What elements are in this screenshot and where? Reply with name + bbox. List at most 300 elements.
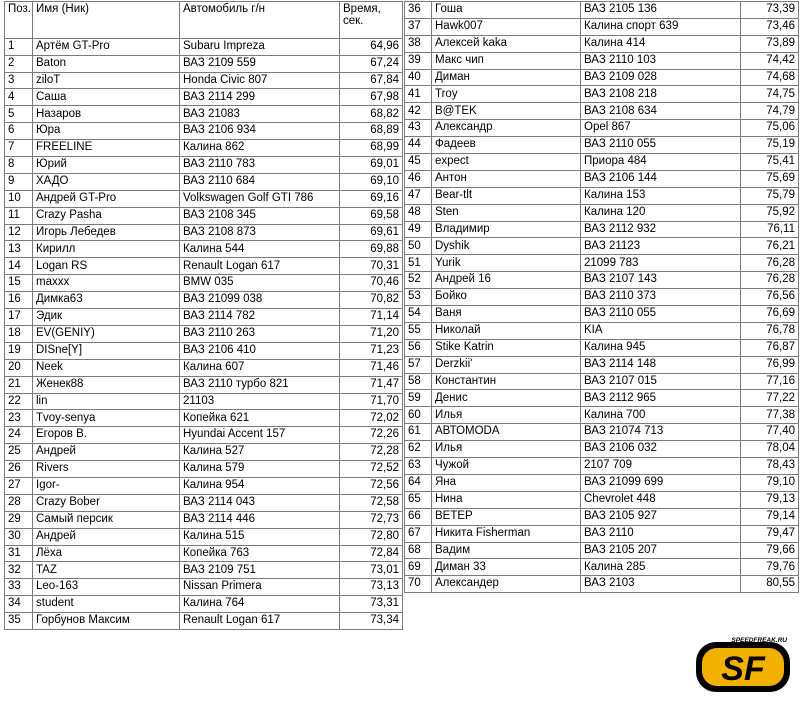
- row-car: Renault Logan 617: [180, 258, 340, 275]
- row-car: Калина 862: [180, 140, 340, 157]
- row-pos: 66: [405, 508, 432, 525]
- table-row: [405, 407, 799, 424]
- row-time: 79,76: [741, 559, 799, 576]
- row-time: 73,01: [340, 562, 403, 579]
- row-pos: 70: [405, 576, 432, 593]
- row-pos: 32: [5, 562, 33, 579]
- row-pos: 61: [405, 424, 432, 441]
- row-name: Bear-tlt: [432, 187, 581, 204]
- row-pos: 54: [405, 306, 432, 323]
- row-name: Stike Katrin: [432, 339, 581, 356]
- row-car: Opel 867: [581, 120, 741, 137]
- row-name: Антон: [432, 170, 581, 187]
- row-car: Калина 764: [180, 596, 340, 613]
- row-name: B@TEK: [432, 103, 581, 120]
- row-name: Диман 33: [432, 559, 581, 576]
- row-name: Кирилл: [33, 241, 180, 258]
- table-row: [5, 89, 403, 106]
- row-time: 67,98: [340, 89, 403, 106]
- row-car: ВАЗ 2114 782: [180, 309, 340, 326]
- row-time: 80,55: [741, 576, 799, 593]
- row-car: ВАЗ 2110 055: [581, 137, 741, 154]
- row-time: 72,58: [340, 494, 403, 511]
- table-row: [405, 170, 799, 187]
- table-row: [5, 342, 403, 359]
- row-car: Nissan Primera: [180, 579, 340, 596]
- table-row: [5, 292, 403, 309]
- row-pos: 10: [5, 190, 33, 207]
- row-name: Rivers: [33, 461, 180, 478]
- row-pos: 51: [405, 255, 432, 272]
- row-time: 70,31: [340, 258, 403, 275]
- row-name: EV(GENIY): [33, 325, 180, 342]
- row-pos: 30: [5, 528, 33, 545]
- row-pos: 19: [5, 342, 33, 359]
- row-car: ВАЗ 21123: [581, 238, 741, 255]
- row-time: 73,34: [340, 613, 403, 630]
- row-name: Илья: [432, 441, 581, 458]
- row-time: 72,84: [340, 545, 403, 562]
- row-pos: 23: [5, 410, 33, 427]
- row-time: 76,28: [741, 255, 799, 272]
- table-row: [405, 154, 799, 171]
- row-name: Константин: [432, 373, 581, 390]
- row-time: 76,21: [741, 238, 799, 255]
- row-time: 68,82: [340, 106, 403, 123]
- row-car: ВАЗ 2108 218: [581, 86, 741, 103]
- row-car: ВАЗ 2110 103: [581, 52, 741, 69]
- row-time: 68,99: [340, 140, 403, 157]
- row-time: 72,56: [340, 477, 403, 494]
- table-row: [5, 106, 403, 123]
- row-name: Hawk007: [432, 18, 581, 35]
- header-time: Время, сек.: [340, 2, 403, 39]
- row-car: ВАЗ 2114 043: [180, 494, 340, 511]
- row-pos: 1: [5, 38, 33, 55]
- row-pos: 68: [405, 542, 432, 559]
- speedfreak-logo: [692, 634, 796, 696]
- row-time: 72,73: [340, 511, 403, 528]
- table-row: [5, 613, 403, 630]
- row-car: Subaru Impreza: [180, 38, 340, 55]
- row-name: Фадеев: [432, 137, 581, 154]
- row-name: Baton: [33, 55, 180, 72]
- row-time: 76,28: [741, 272, 799, 289]
- row-pos: 15: [5, 275, 33, 292]
- results-table-left: [4, 1, 403, 630]
- row-car: Volkswagen Golf GTI 786: [180, 190, 340, 207]
- row-car: ВАЗ 21099 038: [180, 292, 340, 309]
- row-name: Вадим: [432, 542, 581, 559]
- row-name: Sten: [432, 204, 581, 221]
- table-row: [5, 545, 403, 562]
- row-pos: 4: [5, 89, 33, 106]
- row-time: 70,46: [340, 275, 403, 292]
- table-row: [5, 123, 403, 140]
- row-pos: 11: [5, 207, 33, 224]
- row-time: 79,13: [741, 491, 799, 508]
- row-name: Самый персик: [33, 511, 180, 528]
- row-pos: 24: [5, 427, 33, 444]
- row-name: Александр: [432, 120, 581, 137]
- row-car: ВАЗ 2108 634: [581, 103, 741, 120]
- header-car: Автомобиль г/н: [180, 2, 340, 39]
- row-time: 69,10: [340, 173, 403, 190]
- table-row: [5, 393, 403, 410]
- row-time: 79,14: [741, 508, 799, 525]
- row-name: FREELINE: [33, 140, 180, 157]
- row-pos: 63: [405, 458, 432, 475]
- row-car: ВАЗ 2114 148: [581, 356, 741, 373]
- row-car: ВАЗ 21074 713: [581, 424, 741, 441]
- row-pos: 67: [405, 525, 432, 542]
- row-time: 79,66: [741, 542, 799, 559]
- row-name: maxxx: [33, 275, 180, 292]
- row-car: ВАЗ 21083: [180, 106, 340, 123]
- row-time: 78,43: [741, 458, 799, 475]
- row-name: Никита Fisherman: [432, 525, 581, 542]
- row-time: 72,26: [340, 427, 403, 444]
- row-car: ВАЗ 21099 699: [581, 474, 741, 491]
- row-name: Назаров: [33, 106, 180, 123]
- row-name: Гоша: [432, 2, 581, 19]
- row-time: 76,69: [741, 306, 799, 323]
- row-time: 76,99: [741, 356, 799, 373]
- row-time: 69,01: [340, 157, 403, 174]
- table-row: [405, 373, 799, 390]
- row-car: ВАЗ 2105 136: [581, 2, 741, 19]
- row-pos: 38: [405, 35, 432, 52]
- table-row: [5, 309, 403, 326]
- table-row: [405, 255, 799, 272]
- row-car: Калина 153: [581, 187, 741, 204]
- row-name: Алексей kaka: [432, 35, 581, 52]
- header-name: Имя (Ник): [33, 2, 180, 39]
- row-pos: 39: [405, 52, 432, 69]
- row-car: ВАЗ 2107 143: [581, 272, 741, 289]
- row-pos: 6: [5, 123, 33, 140]
- row-car: Копейка 763: [180, 545, 340, 562]
- row-time: 77,40: [741, 424, 799, 441]
- row-car: ВАЗ 2108 345: [180, 207, 340, 224]
- row-name: expect: [432, 154, 581, 171]
- table-row: [5, 190, 403, 207]
- row-car: ВАЗ 2110 турбо 821: [180, 376, 340, 393]
- table-row: [405, 356, 799, 373]
- row-time: 77,38: [741, 407, 799, 424]
- table-row: [405, 221, 799, 238]
- row-pos: 13: [5, 241, 33, 258]
- row-name: Crazy Pasha: [33, 207, 180, 224]
- row-name: Yurik: [432, 255, 581, 272]
- row-pos: 55: [405, 322, 432, 339]
- row-pos: 36: [405, 2, 432, 19]
- table-row: [5, 157, 403, 174]
- table-row: [5, 224, 403, 241]
- row-time: 67,24: [340, 55, 403, 72]
- row-time: 74,75: [741, 86, 799, 103]
- row-car: ВАЗ 2114 299: [180, 89, 340, 106]
- row-pos: 16: [5, 292, 33, 309]
- row-car: ВАЗ 2110 263: [180, 325, 340, 342]
- row-pos: 34: [5, 596, 33, 613]
- row-time: 74,68: [741, 69, 799, 86]
- table-row: [5, 528, 403, 545]
- table-row: [405, 508, 799, 525]
- row-car: Hyundai Accent 157: [180, 427, 340, 444]
- table-row: [5, 258, 403, 275]
- row-name: Эдик: [33, 309, 180, 326]
- row-name: Ваня: [432, 306, 581, 323]
- table-row: [405, 559, 799, 576]
- row-time: 77,22: [741, 390, 799, 407]
- row-name: Андрей 16: [432, 272, 581, 289]
- row-name: Денис: [432, 390, 581, 407]
- row-pos: 64: [405, 474, 432, 491]
- row-car: Калина 120: [581, 204, 741, 221]
- row-name: Troy: [432, 86, 581, 103]
- row-time: 71,47: [340, 376, 403, 393]
- row-time: 75,69: [741, 170, 799, 187]
- row-car: ВАЗ 2110 055: [581, 306, 741, 323]
- row-pos: 8: [5, 157, 33, 174]
- row-car: ВАЗ 2106 032: [581, 441, 741, 458]
- row-time: 77,16: [741, 373, 799, 390]
- row-car: Калина 527: [180, 444, 340, 461]
- row-name: Яна: [432, 474, 581, 491]
- row-car: ВАЗ 2110 684: [180, 173, 340, 190]
- table-row: [5, 55, 403, 72]
- row-car: ВАЗ 2105 207: [581, 542, 741, 559]
- row-car: ВАЗ 2109 559: [180, 55, 340, 72]
- row-pos: 45: [405, 154, 432, 171]
- row-time: 76,87: [741, 339, 799, 356]
- row-name: Юра: [33, 123, 180, 140]
- row-car: ВАЗ 2106 934: [180, 123, 340, 140]
- row-time: 79,10: [741, 474, 799, 491]
- row-car: Калина 579: [180, 461, 340, 478]
- table-row: [405, 187, 799, 204]
- row-car: Калина 285: [581, 559, 741, 576]
- row-pos: 7: [5, 140, 33, 157]
- row-car: ВАЗ 2114 446: [180, 511, 340, 528]
- row-time: 71,23: [340, 342, 403, 359]
- row-time: 78,04: [741, 441, 799, 458]
- row-pos: 47: [405, 187, 432, 204]
- row-car: ВАЗ 2106 144: [581, 170, 741, 187]
- table-header-row: [5, 2, 403, 39]
- table-row: [5, 173, 403, 190]
- table-row: [5, 207, 403, 224]
- row-pos: 18: [5, 325, 33, 342]
- row-car: Honda Civic 807: [180, 72, 340, 89]
- row-time: 79,47: [741, 525, 799, 542]
- table-row: [5, 579, 403, 596]
- row-name: Артём GT-Pro: [33, 38, 180, 55]
- table-row: [405, 441, 799, 458]
- table-row: [405, 339, 799, 356]
- row-car: Калина 700: [581, 407, 741, 424]
- row-pos: 22: [5, 393, 33, 410]
- row-time: 71,20: [340, 325, 403, 342]
- row-time: 72,28: [340, 444, 403, 461]
- table-row: [5, 241, 403, 258]
- row-car: ВАЗ 2110: [581, 525, 741, 542]
- row-time: 72,52: [340, 461, 403, 478]
- row-time: 71,70: [340, 393, 403, 410]
- row-name: Саша: [33, 89, 180, 106]
- row-car: ВАЗ 2109 751: [180, 562, 340, 579]
- row-car: KIA: [581, 322, 741, 339]
- row-pos: 52: [405, 272, 432, 289]
- row-pos: 26: [5, 461, 33, 478]
- row-time: 68,89: [340, 123, 403, 140]
- row-name: Чужой: [432, 458, 581, 475]
- table-row: [5, 410, 403, 427]
- row-time: 75,92: [741, 204, 799, 221]
- row-car: ВАЗ 2105 927: [581, 508, 741, 525]
- table-row: [5, 562, 403, 579]
- row-car: Калина 414: [581, 35, 741, 52]
- row-pos: 5: [5, 106, 33, 123]
- row-name: Владимир: [432, 221, 581, 238]
- row-name: Бойко: [432, 289, 581, 306]
- row-pos: 58: [405, 373, 432, 390]
- row-pos: 44: [405, 137, 432, 154]
- row-pos: 27: [5, 477, 33, 494]
- row-pos: 9: [5, 173, 33, 190]
- table-row: [5, 325, 403, 342]
- row-time: 73,89: [741, 35, 799, 52]
- row-pos: 62: [405, 441, 432, 458]
- row-time: 64,96: [340, 38, 403, 55]
- table-row: [405, 306, 799, 323]
- table-row: [5, 461, 403, 478]
- row-car: ВАЗ 2106 410: [180, 342, 340, 359]
- row-car: ВАЗ 2109 028: [581, 69, 741, 86]
- table-row: [5, 596, 403, 613]
- row-name: Leo-163: [33, 579, 180, 596]
- row-pos: 37: [405, 18, 432, 35]
- row-name: student: [33, 596, 180, 613]
- results-table-right: [404, 1, 799, 593]
- row-pos: 35: [5, 613, 33, 630]
- row-time: 76,78: [741, 322, 799, 339]
- row-pos: 65: [405, 491, 432, 508]
- speedfreak-logo-icon: [692, 634, 796, 696]
- row-name: ВЕТЕР: [432, 508, 581, 525]
- row-time: 75,41: [741, 154, 799, 171]
- row-pos: 50: [405, 238, 432, 255]
- table-row: [5, 275, 403, 292]
- table-row: [5, 140, 403, 157]
- row-name: Derzkii': [432, 356, 581, 373]
- row-time: 69,16: [340, 190, 403, 207]
- row-pos: 3: [5, 72, 33, 89]
- row-pos: 33: [5, 579, 33, 596]
- table-row: [405, 289, 799, 306]
- table-row: [405, 474, 799, 491]
- row-name: Юрий: [33, 157, 180, 174]
- row-car: Калина 945: [581, 339, 741, 356]
- row-car: ВАЗ 2110 783: [180, 157, 340, 174]
- row-time: 70,82: [340, 292, 403, 309]
- row-name: TAZ: [33, 562, 180, 579]
- row-car: ВАЗ 2110 373: [581, 289, 741, 306]
- row-name: Андрей GT-Pro: [33, 190, 180, 207]
- table-row: [5, 427, 403, 444]
- row-time: 71,46: [340, 359, 403, 376]
- row-name: Tvoy-senya: [33, 410, 180, 427]
- row-name: Андрей: [33, 528, 180, 545]
- row-pos: 31: [5, 545, 33, 562]
- row-name: АВТОМОDA: [432, 424, 581, 441]
- table-row: [405, 137, 799, 154]
- row-car: 21099 783: [581, 255, 741, 272]
- row-car: ВАЗ 2108 873: [180, 224, 340, 241]
- row-time: 73,39: [741, 2, 799, 19]
- row-pos: 43: [405, 120, 432, 137]
- row-pos: 69: [405, 559, 432, 576]
- row-name: Егоров В.: [33, 427, 180, 444]
- row-name: ziloT: [33, 72, 180, 89]
- row-pos: 12: [5, 224, 33, 241]
- row-name: Илья: [432, 407, 581, 424]
- row-name: Dyshik: [432, 238, 581, 255]
- row-time: 72,80: [340, 528, 403, 545]
- row-time: 75,06: [741, 120, 799, 137]
- row-pos: 2: [5, 55, 33, 72]
- row-pos: 17: [5, 309, 33, 326]
- table-row: [405, 204, 799, 221]
- row-pos: 21: [5, 376, 33, 393]
- logo-caption: SPEEDFREAK.RU: [731, 637, 787, 644]
- row-name: Андрей: [33, 444, 180, 461]
- row-pos: 41: [405, 86, 432, 103]
- row-car: ВАЗ 2103: [581, 576, 741, 593]
- row-time: 69,58: [340, 207, 403, 224]
- table-row: [405, 86, 799, 103]
- row-pos: 59: [405, 390, 432, 407]
- table-row: [405, 390, 799, 407]
- row-pos: 28: [5, 494, 33, 511]
- row-car: 2107 709: [581, 458, 741, 475]
- row-time: 67,84: [340, 72, 403, 89]
- row-time: 69,61: [340, 224, 403, 241]
- table-row: [5, 72, 403, 89]
- row-time: 76,56: [741, 289, 799, 306]
- row-pos: 49: [405, 221, 432, 238]
- row-car: Калина спорт 639: [581, 18, 741, 35]
- row-pos: 40: [405, 69, 432, 86]
- row-pos: 53: [405, 289, 432, 306]
- logo-text: SF: [721, 650, 765, 688]
- row-pos: 29: [5, 511, 33, 528]
- row-name: Logan RS: [33, 258, 180, 275]
- row-name: Игорь Лебедев: [33, 224, 180, 241]
- row-name: Николай: [432, 322, 581, 339]
- row-car: BMW 035: [180, 275, 340, 292]
- row-car: 21103: [180, 393, 340, 410]
- row-pos: 48: [405, 204, 432, 221]
- row-name: Женек88: [33, 376, 180, 393]
- row-pos: 60: [405, 407, 432, 424]
- table-row: [405, 542, 799, 559]
- row-pos: 20: [5, 359, 33, 376]
- row-car: Калина 515: [180, 528, 340, 545]
- table-row: [405, 272, 799, 289]
- table-row: [5, 359, 403, 376]
